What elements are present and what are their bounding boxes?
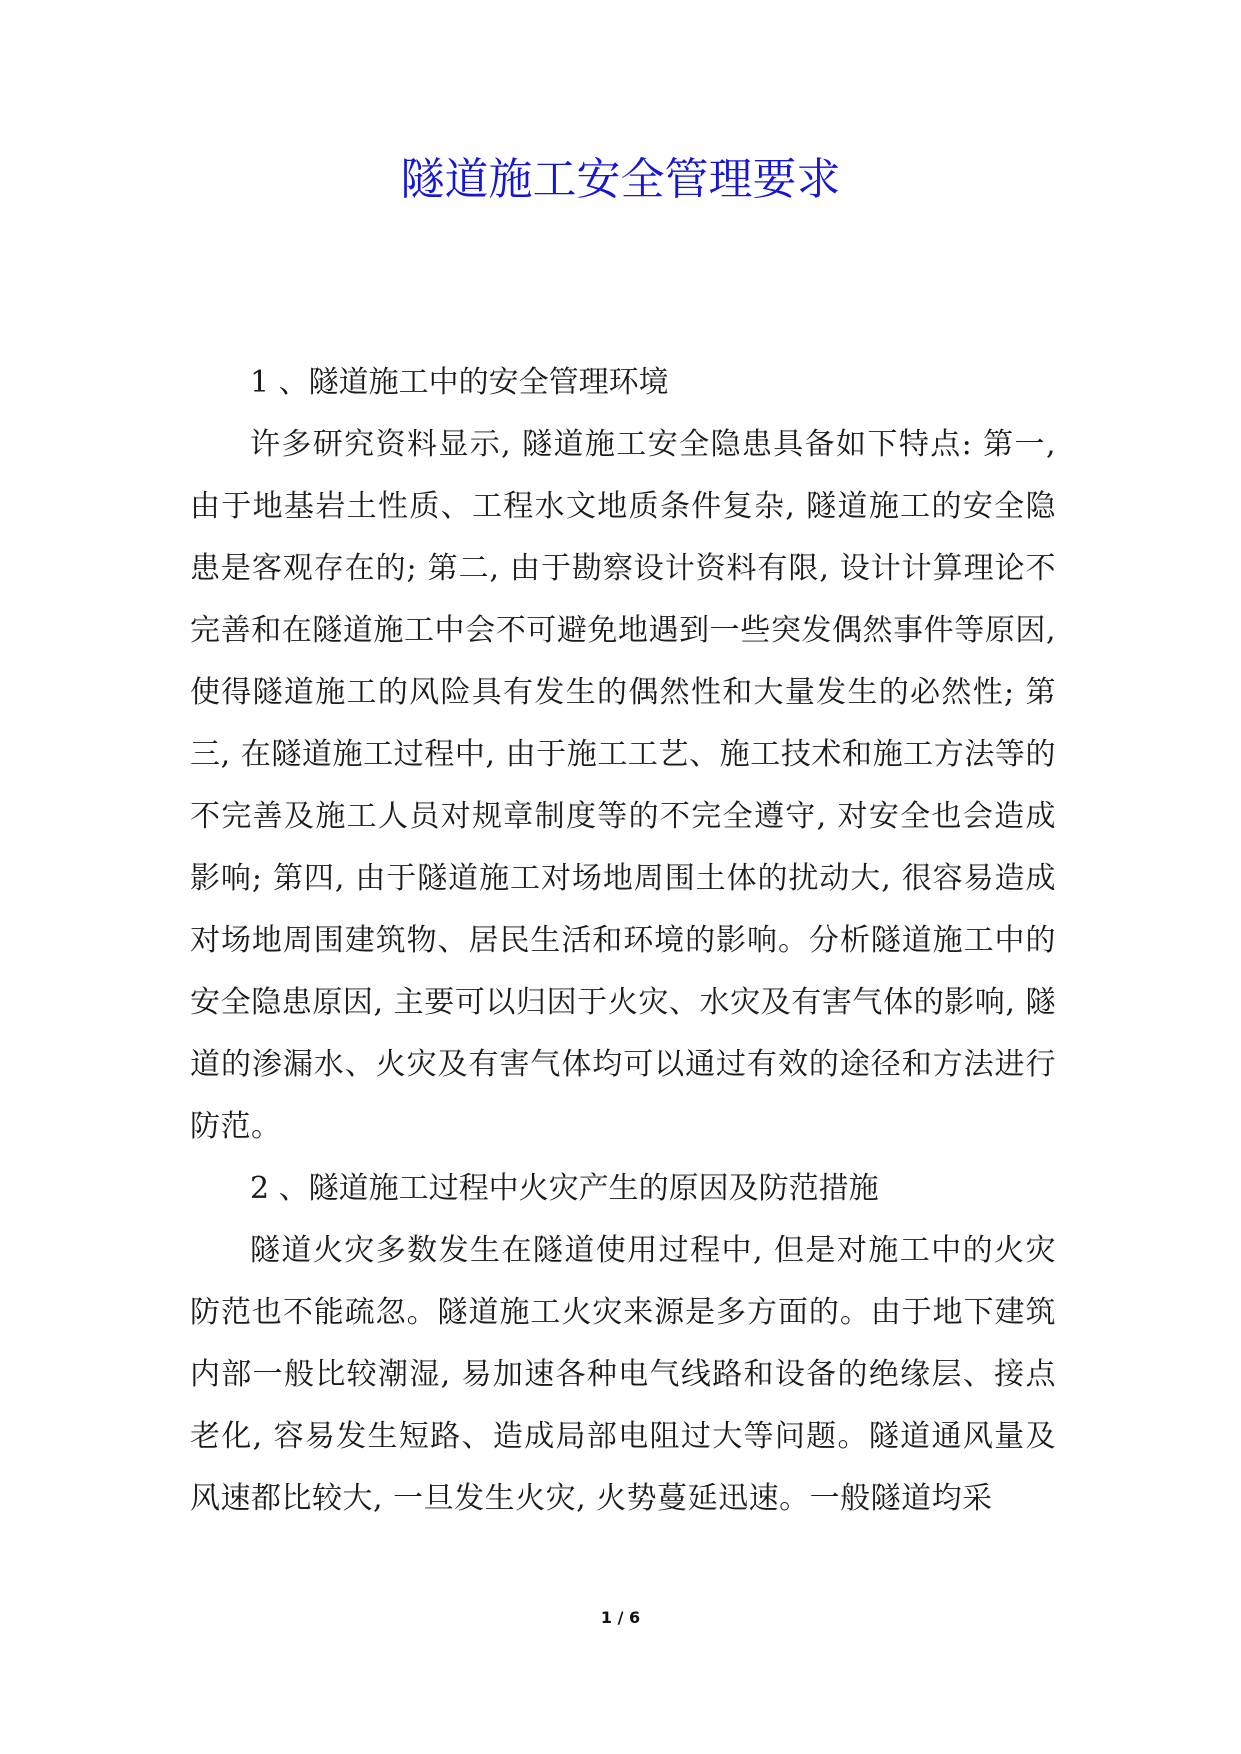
section-heading-1: 1 、隧道施工中的安全管理环境 xyxy=(250,365,669,400)
section-heading-2: 2 、隧道施工过程中火灾产生的原因及防范措施 xyxy=(250,1171,879,1206)
section-paragraph-2: 隧道火灾多数发生在隧道使用过程中, 但是对施工中的火灾防范也不能疏忽。隧道施工火灾来源是多方面的。由于地下建筑内部一般比较潮湿, 易加速各种电气线路和设备的绝缘层、接点老化, 容易发生短路、造成局部电阻过大等问题。隧道通风量及风速都比较大, 一旦发生火灾, 火势蔓延迅速。一般隧道均采 xyxy=(190,1233,1056,1516)
page-title: 隧道施工安全管理要求 xyxy=(400,154,841,205)
section-paragraph-1: 许多研究资料显示, 隧道施工安全隐患具备如下特点: 第一, 由于地基岩土性质、工程水文地质条件复杂, 隧道施工的安全隐患是客观存在的; 第二, 由于勘察设计资料有限, 设计计算理论不完善和在隧道施工中会不可避免地遇到一些突发偶然事件等原因, 使得隧道施工的风险具有发生的偶然性和大量发生的必然性; 第三, 在隧道施工过程中, 由于施工工艺、施工技术和施工方法等的不完善及施工人员对规章制度等的不完全遵守, 对安全也会造成影响; 第四, 由于隧道施工对场地周围土体的扰动大, 很容易造成对场地周围建筑物、居民生活和环境的影响。分析隧道施工中的安全隐患原因, 主要可以归因于火灾、水灾及有害气体的影响, 隧道的渗漏水、火灾及有害气体均可以通过有效的途径和方法进行防范。 xyxy=(190,427,1056,1144)
document-body xyxy=(190,352,1056,1530)
page-number: 1 / 6 xyxy=(600,1608,641,1627)
